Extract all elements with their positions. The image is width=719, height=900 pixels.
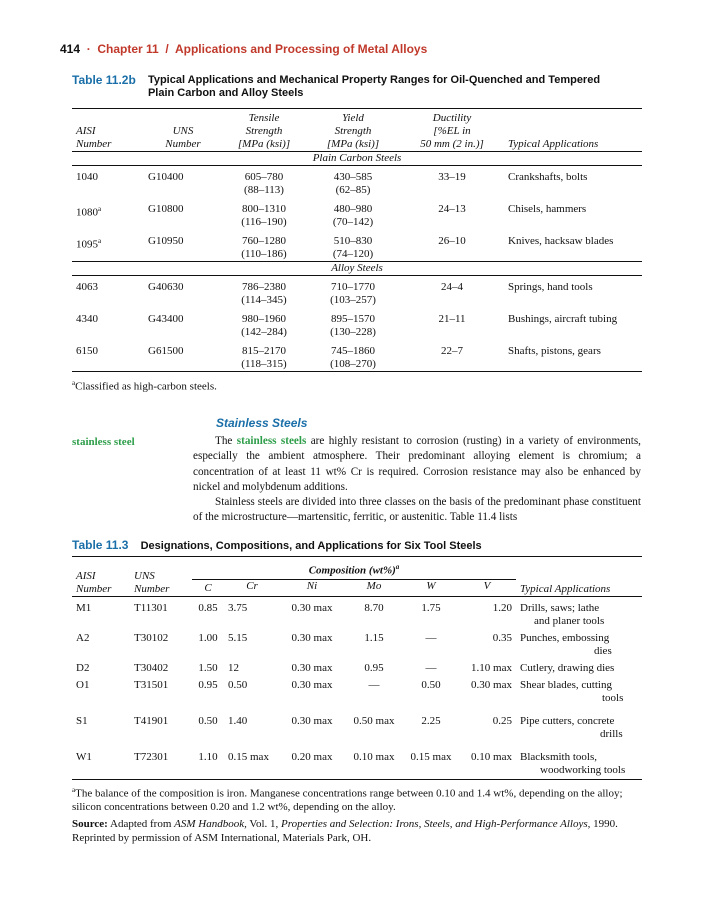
- table-11-2b-footnote: $^a$Classified as high-carbon steels.: [72, 379, 217, 393]
- col-mo: Mo: [366, 579, 382, 592]
- key-term: stainless steels: [236, 435, 307, 447]
- col-applications: Typical Applications: [508, 138, 599, 150]
- table-row: S1 T41901 0.50 1.40 0.30 max 0.50 max 2.25 0.25 Pipe cutters, concrete drills: [76, 714, 623, 740]
- table-row: 4340 G43400 980–1960 (142–284) 895–1570 (130–228) 21–11 Bushings, aircraft tubing: [76, 313, 618, 338]
- col-aisi: AISI Number: [76, 569, 112, 595]
- table-11-2b-label: Table 11.2b: [72, 73, 136, 87]
- table-row: O1 T31501 0.95 0.50 0.30 max — 0.50 0.30 max Shear blades, cutting tools: [76, 678, 624, 704]
- chapter-label: Chapter 11: [97, 42, 159, 56]
- header-bullet: ·: [86, 42, 91, 56]
- paragraph-1: The stainless steels are highly resistant to corrosion (rusting) in a variety of environments, especially the ambient atmosphere. Their predominant alloying element is chromium; a concentration of at least 11 wt% Cr is required. Corrosion resistance may also be enhanced by nickel and molybdenum additions.: [193, 435, 641, 493]
- page-header: [60, 42, 427, 56]
- col-aisi: AISI Number: [76, 125, 112, 150]
- paragraph-2: Stainless steels are divided into three classes on the basis of the predominant phase constituent of the microstructure—martensitic, ferritic, or austenitic. Table 11.4 lists: [193, 496, 641, 524]
- table-row: W1 T72301 1.10 0.15 max 0.20 max 0.10 max 0.15 max 0.10 max Blacksmith tools, woodworking tools: [72, 745, 642, 780]
- table-row: 1095$^a$ G10950 760–1280 (110–186) 510–830 (74–120) 26–10 Knives, hacksaw blades: [76, 235, 614, 260]
- col-applications: Typical Applications: [520, 582, 611, 595]
- table-11-2b: [72, 108, 642, 394]
- col-ductility: Ductility [%EL in 50 mm (2 in.)]: [420, 112, 484, 150]
- col-c: C: [204, 581, 212, 594]
- col-composition: Composition $(wt\%)^a$: [192, 557, 516, 580]
- col-uns: UNS Number: [134, 569, 170, 595]
- table-11-3: [72, 556, 642, 845]
- chapter-title: Applications and Processing of Metal Alloys: [174, 42, 428, 56]
- body-text: [193, 434, 641, 526]
- margin-term: stainless steel: [72, 436, 135, 448]
- header-separator: /: [165, 42, 169, 56]
- table-11-3-caption: [72, 539, 482, 553]
- table-row: A2 T30102 1.00 5.15 0.30 max 1.15 — 0.35 Punches, embossing dies: [76, 631, 612, 657]
- col-yield: Yield Strength [MPa (ksi)]: [326, 112, 380, 150]
- table-11-3-label: Table 11.3: [72, 538, 129, 552]
- col-w: W: [426, 579, 436, 592]
- col-v: V: [483, 579, 491, 592]
- table-11-2b-caption: [72, 74, 642, 100]
- table-row: 6150 G61500 815–2170 (118–315) 745–1860 (108–270) 22–7 Shafts, pistons, gears: [72, 339, 642, 372]
- section-heading: Stainless Steels: [216, 416, 308, 430]
- page-number: 414: [60, 42, 81, 56]
- table-11-2b-caption-text: Typical Applications and Mechanical Property Ranges for Oil-Quenched and Tempered Plain Carbon and Alloy Steels: [147, 74, 601, 99]
- group-plain-carbon: Plain Carbon Steels: [72, 152, 642, 166]
- table-row: 1080$^a$ G10800 800–1310 (116–190) 480–980 (70–142) 24–13 Chisels, hammers: [76, 203, 587, 228]
- table-row: 4063 G40630 786–2380 (114–345) 710–1770 (103–257) 24–4 Springs, hand tools: [76, 281, 593, 306]
- table-row: D2 T30402 1.50 12 0.30 max 0.95 — 1.10 max Cutlery, drawing dies: [76, 661, 615, 674]
- col-cr: Cr: [246, 579, 258, 592]
- table-11-3-source: Source: Adapted from ASM Handbook, Vol. 1, Properties and Selection: Irons, Steels, and High-Performance Alloys, 1990. Reprinted by permission of ASM International, Materials Park, OH.: [72, 818, 618, 845]
- table-11-3-caption-text: Designations, Compositions, and Applications for Six Tool Steels: [140, 540, 482, 552]
- col-ni: Ni: [306, 579, 318, 592]
- group-alloy-steels: Alloy Steels: [72, 262, 642, 276]
- col-uns: UNS Number: [165, 125, 201, 150]
- col-tensile: Tensile Strength [MPa (ksi)]: [237, 112, 291, 150]
- table-11-3-footnote: $^a$The balance of the composition is iron. Manganese concentrations range between 0.10 and 1.4 wt%, depending on the alloy; silicon concentrations between 0.20 and 1.2 wt%, depending on the alloy.: [72, 785, 623, 814]
- table-row: M1 T11301 0.85 3.75 0.30 max 8.70 1.75 1.20 Drills, saws; lathe and planer tools: [76, 601, 605, 627]
- table-row: 1040 G10400 605–780 (88–113) 430–585 (62–85) 33–19 Crankshafts, bolts: [76, 171, 588, 196]
